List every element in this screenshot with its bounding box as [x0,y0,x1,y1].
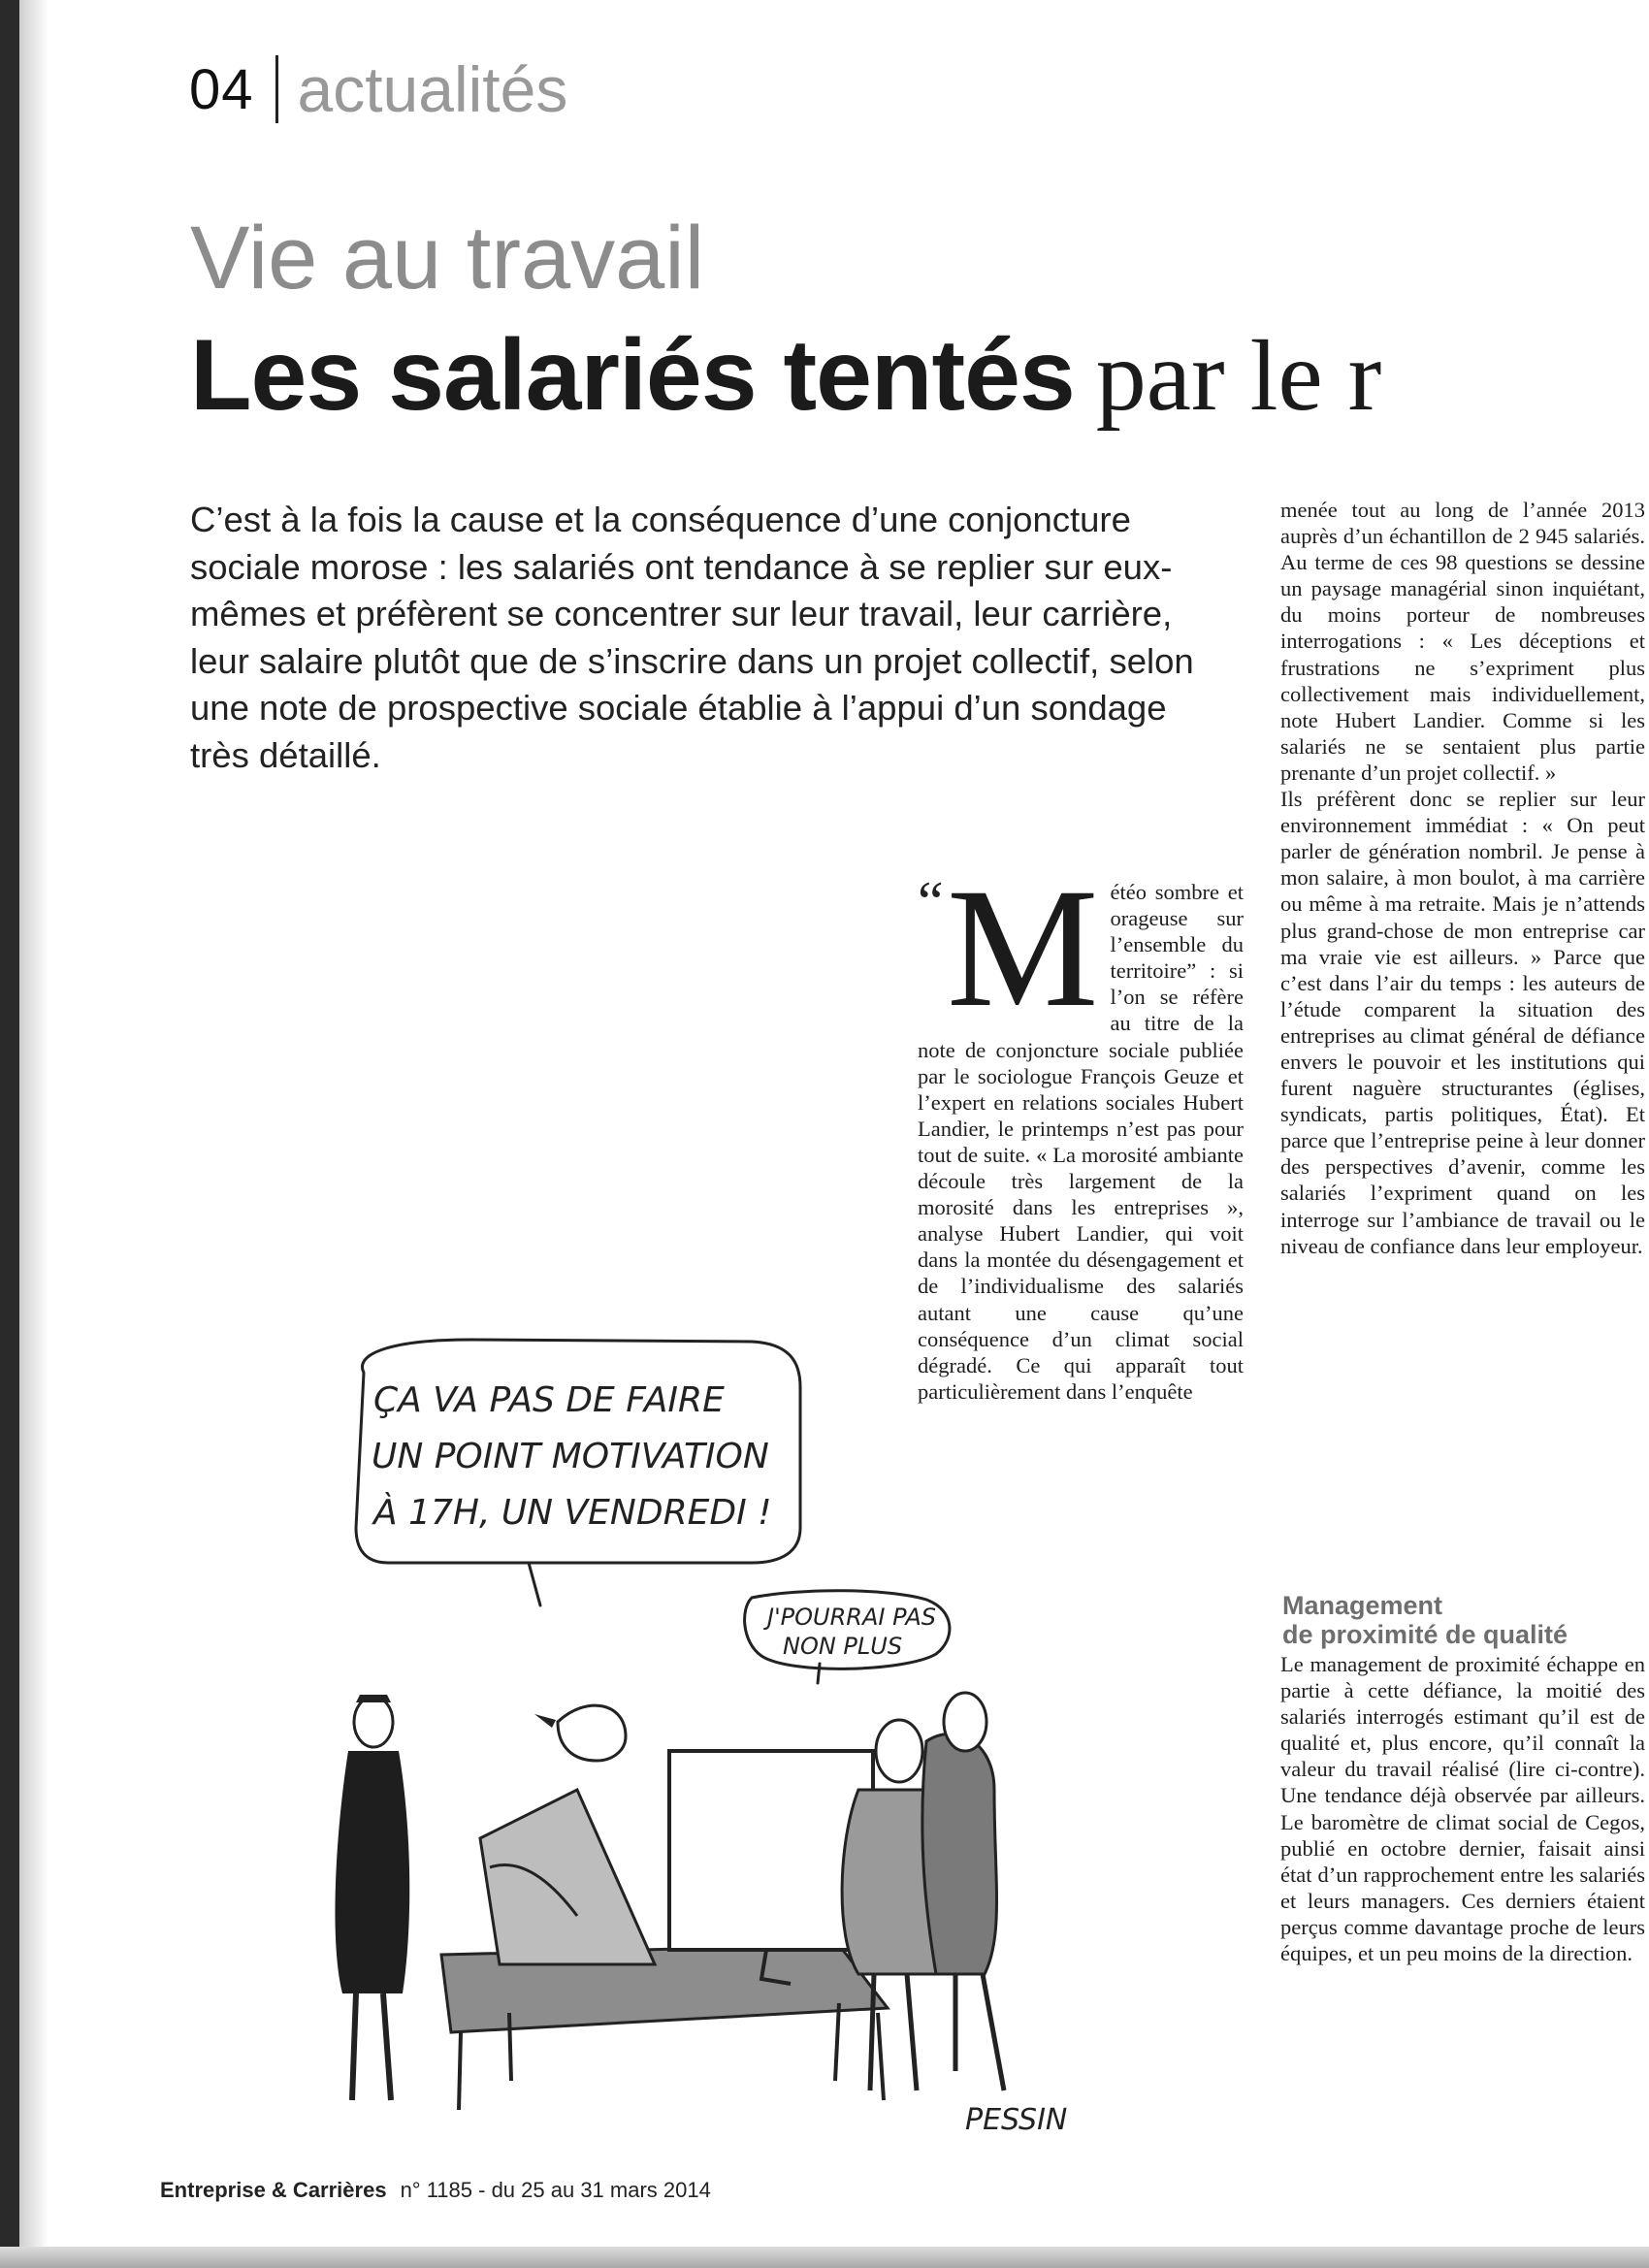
scan-edge-bottom [0,2247,1649,2268]
page-number: 04 [189,57,254,121]
publication-name: Entreprise & Carrières [160,2178,387,2202]
bubble-1-line-2: UN POINT MOTIVATION [372,1437,769,1476]
cartoon-illustration [335,1334,1082,2139]
column-3-paragraph: Le management de proximité échappe en partie à cette défiance, la moitié des salariés interrogés estimant qu’il est de qualité et, plus encore, qu’il connaît la valeur du travail réalisé (lire ci-contre). Une tendance déjà observée par ailleurs. Le baromètre de climat social de Cegos, publié en octobre dernier, faisait ainsi état d’un rapprochement entre les salariés et leurs managers. Ces derniers étaient perçus comme davantage proche de leurs équipes, et un peu moins de la direction. [1280,1652,1645,1966]
issue-info: n° 1185 - du 25 au 31 mars 2014 [400,2178,711,2202]
article-column-3 [1280,1651,1645,1966]
bubble-2-tail [818,1664,820,1683]
character-left [335,1695,409,2100]
opening-quote-mark: “ [918,870,944,934]
article-kicker: Vie au travail [190,209,705,308]
scan-edge-left [0,0,19,2268]
subhead-line-2: de proximité de qualité [1282,1620,1568,1649]
page-shadow [19,0,48,2268]
article-subhead [1282,1591,1568,1649]
dropcap-letter: M [947,854,1099,1043]
bubble-1-line-3: À 17H, UN VENDREDI ! [373,1493,772,1533]
section-divider [275,55,278,123]
section-header [189,50,567,128]
article-headline [190,319,1382,432]
headline-light: par le r [1095,320,1382,432]
character-seated [480,1790,655,1964]
subhead-line-1: Management [1282,1591,1443,1620]
column-2-paragraph-2: Ils préfèrent donc se replier sur leur environnement immédiat : « On peut parler de génération nombril. Je pense à mon salaire, à mon boulot, à ma carrière ou même à ma retraite. Mais je n’attends plus grand-chose de mon entreprise car ma vraie vie est ailleurs. » Parce que c’est dans l’air du temps : les auteurs de l’étude comparent la situation des entreprises au climat général de défiance envers le pouvoir et les institutions qui furent naguère structurantes (églises, syndicats, partis politiques, État). Et parce que l’entreprise peine à leur donner des perspectives d’avenir, comme les salariés l’expriment quand on les interroge sur l’ambiance de travail ou le niveau de confiance dans leur employeur. [1280,787,1645,1258]
column-1-text: étéo sombre et orageuse sur l’ensemble du territoire” : si l’on se réfère au titre de la note de conjoncture sociale publiée par le sociologue François Geuze et l’expert en relations sociales Hubert Landier, le printemps n’est pas pour tout de suite. « La morosité ambiante découle très largement de la morosité dans les entreprises », analyse Hubert Landier, qui voit dans la montée du désengagement et de l’individualisme des salariés autant une cause qu’une conséquence d’un climat social dégradé. Ce qui apparaît tout particulièrement dans l’enquête [918,880,1244,1404]
bubble-2-line-2: NON PLUS [783,1633,903,1660]
article-column-2 [1280,497,1645,1259]
character-bird [534,1705,626,1761]
bubble-2-line-1: J'POURRAI PAS [767,1604,937,1631]
headline-bold: Les salariés tentés [190,319,1075,432]
cartoonist-signature: PESSIN [965,2103,1068,2137]
column-2-paragraph-1: menée tout au long de l’année 2013 auprès d’un échantillon de 2 945 salariés. Au terme de ces 98 questions se dessine un paysage managérial sinon inquiétant, du moins porteur de nombreuses interrogations : « Les déceptions et frustrations ne s’expriment plus collectivement mais individuellement, note Hubert Landier. Comme si les salariés ne se sentaient plus partie prenante d’un projet collectif. » [1280,498,1645,785]
article-column-1 [918,854,1244,1405]
section-name: actualités [297,53,568,125]
page-footer [160,2178,711,2203]
article-lead: C’est à la fois la cause et la conséquence d’une conjoncture sociale morose : les salariés ont tendance à se replier sur eux-mêmes et préfèrent se concentrer sur leur travail, leur carrière, leur salaire plutôt que de s’inscrire dans un projet collectif, selon une note de prospective sociale établie à l’appui d’un sondage très détaillé. [190,500,1194,775]
bubble-1-line-1: ÇA VA PAS DE FAIRE [373,1380,725,1420]
bubble-1-tail [529,1563,540,1605]
